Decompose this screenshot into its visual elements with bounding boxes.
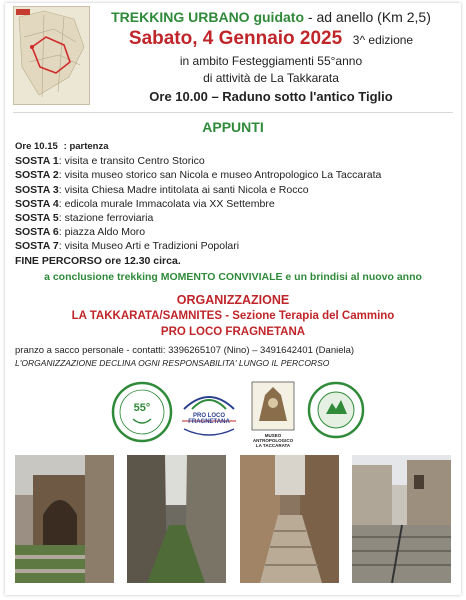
photo-staircase-houses — [352, 455, 451, 583]
stop-row: SOSTA 1: visita e transito Centro Storico — [15, 155, 205, 168]
edition-label: 3^ edizione — [352, 33, 414, 47]
conclusion-note: a conclusione trekking MOMENTO CONVIVIALE e un brindisi al nuovo anno — [44, 271, 422, 283]
meeting-time: Ore 10.00 – Raduno sotto l'antico Tiglio — [149, 89, 393, 104]
start-row: Ore 10.15 : partenza — [15, 141, 109, 152]
program-list — [15, 139, 381, 268]
context-line-2: di attività de La Takkarata — [203, 71, 339, 85]
arts-traditions-museum-logo — [111, 381, 173, 443]
pro-loco-logo — [176, 381, 242, 443]
stop-row: SOSTA 5: stazione ferroviaria — [15, 212, 154, 225]
end-time: FINE PERCORSO ore 12.30 circa. — [15, 254, 181, 267]
stop-row: SOSTA 6: piazza Aldo Moro — [15, 226, 146, 239]
museum-logo-label: MUSEO ANTROPOLOGICO LA TACCARATA — [252, 433, 294, 448]
event-title: TREKKING URBANO guidato - ad anello (Km 2,5) — [111, 9, 431, 25]
organizer-2: PRO LOCO FRAGNETANA — [160, 326, 306, 338]
pro-loco-logo-label: PRO LOCO FRAGNETANA — [188, 413, 230, 425]
stop-row: SOSTA 3: visita Chiesa Madre intitolata ai santi Nicola e Rocco — [15, 183, 309, 196]
photo-stone-steps — [240, 455, 339, 583]
context-line-1: in ambito Festeggiamenti 55°anno — [179, 54, 363, 68]
svg-text:55°: 55° — [133, 402, 151, 414]
disclaimer: L'ORGANIZZAZIONE DECLINA OGNI RESPONSABILITA' LUNGO IL PERCORSO — [15, 358, 330, 368]
flyer — [5, 3, 461, 595]
stop-row: SOSTA 2: visita museo storico san Nicola e museo Antropologico La Taccarata — [15, 169, 382, 182]
organizer-1: LA TAKKARATA/SAMNITES - Sezione Terapia del Cammino — [71, 310, 395, 322]
stop-row: SOSTA 4: edicola murale Immacolata via XX Settembre — [15, 197, 275, 210]
route-map-image — [13, 6, 90, 105]
anthropological-museum-logo — [251, 381, 295, 448]
pro-loco-seal-logo — [307, 381, 365, 443]
photo-stone-arch-stairs — [15, 455, 114, 583]
stop-row: SOSTA 7: visita Museo Arti e Tradizioni Popolari — [15, 240, 240, 253]
photo-narrow-alley — [127, 455, 226, 583]
program-heading: APPUNTI — [202, 119, 264, 135]
organization-heading: ORGANIZZAZIONE — [176, 293, 290, 307]
divider — [13, 112, 453, 113]
contacts: pranzo a sacco personale - contatti: 3396265107 (Nino) – 3491642401 (Daniela) — [15, 345, 355, 356]
event-date: Sabato, 4 Gennaio 2025 3^ edizione — [128, 28, 414, 49]
